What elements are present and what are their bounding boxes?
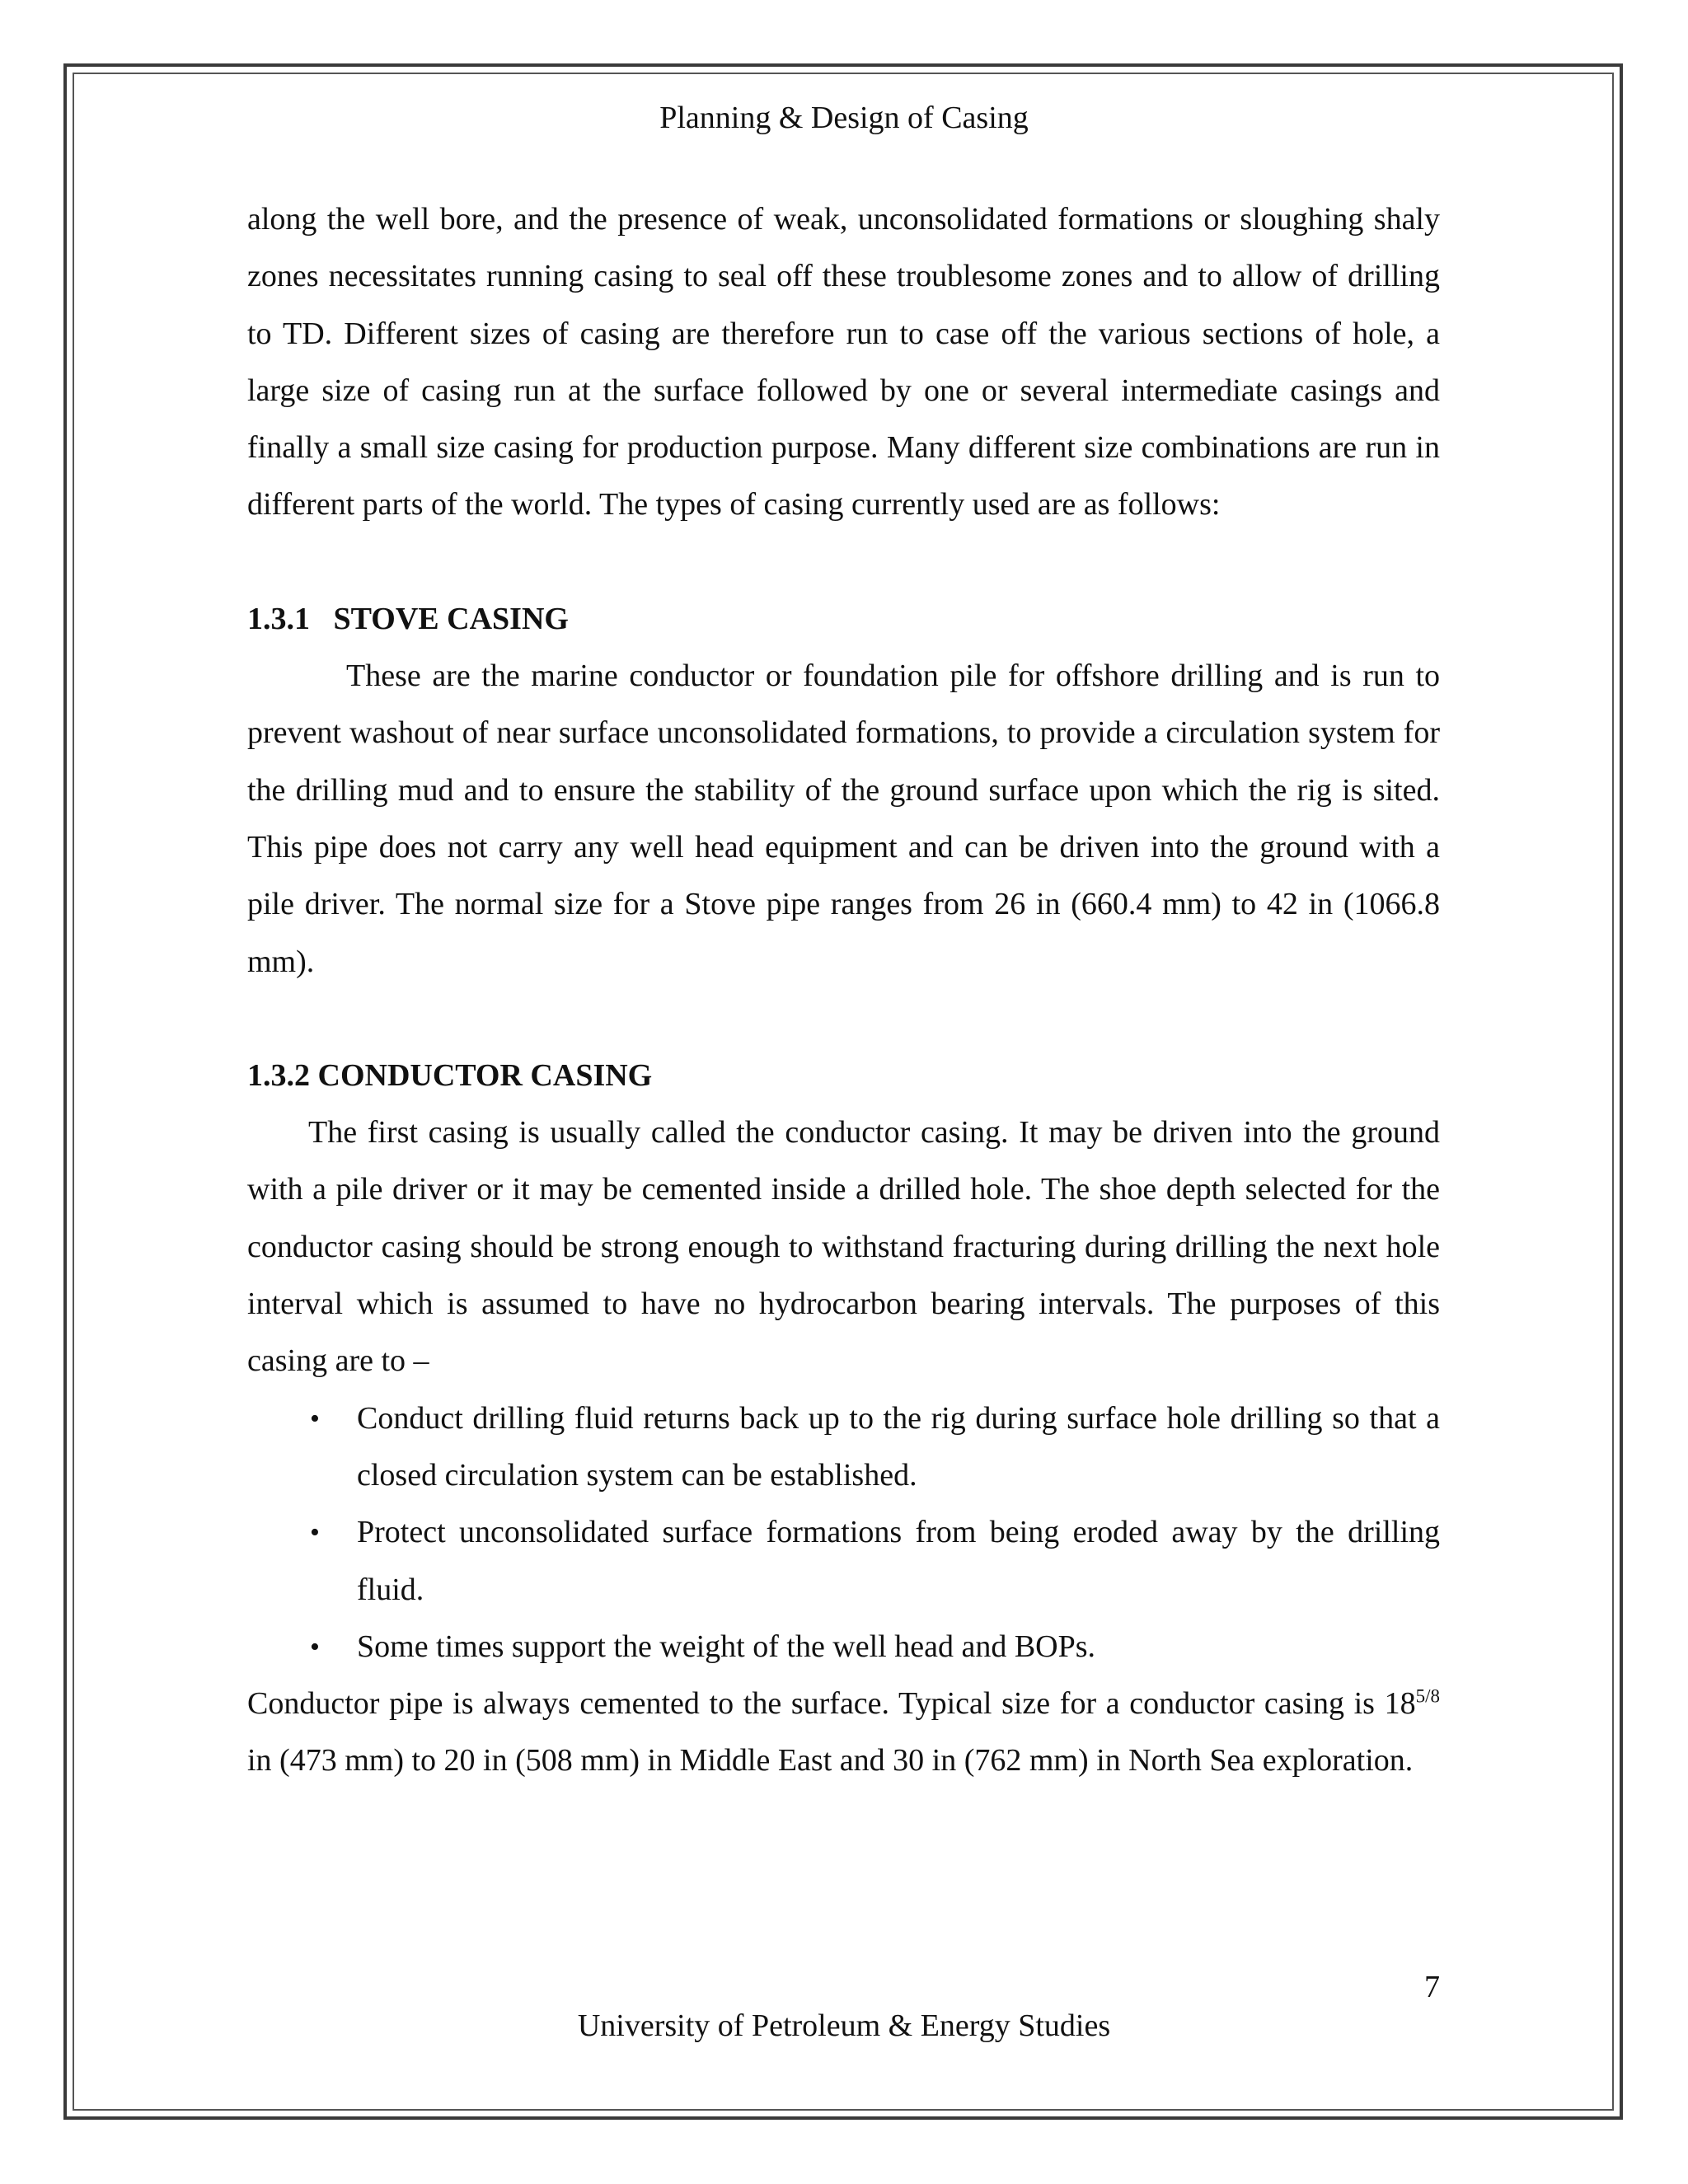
section-heading-stove-casing: 1.3.1 STOVE CASING [247, 601, 569, 636]
list-item [247, 1619, 1440, 1675]
closing-size-fraction: 5/8 [1415, 1685, 1441, 1707]
purposes-list [247, 1390, 1440, 1675]
bullet-icon: • [310, 1631, 320, 1662]
conductor-casing-paragraph: The first casing is usually called the conductor casing. It may be driven into the ground with a pile driver or it may be cemented inside a drilled hole. The shoe depth selected for the conductor casing should be strong enough to withstand fracturing during drilling the next hole interval which is assumed to have no hydrocarbon bearing intervals. The purposes of this casing are to – [247, 1115, 1440, 1379]
intro-paragraph: along the well bore, and the presence of weak, unconsolidated formations or sloughing shaly zones necessitates running casing to seal off these troublesome zones and to allow of drilling to TD. Different sizes of casing are therefore run to case off the various sections of hole, a large size of casing run at the surface followed by one or several intermediate casings and finally a small size casing for production purpose. Many different size combinations are run in different parts of the world. The types of casing currently used are as follows: [247, 202, 1440, 523]
bullet-icon: • [310, 1403, 320, 1434]
section-heading-conductor-casing: 1.3.2 CONDUCTOR CASING [247, 1057, 653, 1093]
bullet-icon: • [310, 1517, 320, 1549]
running-header: Planning & Design of Casing [659, 101, 1029, 135]
closing-line-1: Conductor pipe is always cemented to the surface. Typical size for a conductor casing is [247, 1686, 1375, 1722]
list-item-text: Conduct drilling fluid returns back up to the rig during surface hole drilling so that a closed circulation system can be established. [357, 1400, 1440, 1493]
list-item-text: Protect unconsolidated surface formations from being eroded away by the drilling fluid. [357, 1515, 1440, 1607]
list-item-text: Some times support the weight of the well head and BOPs. [357, 1629, 1096, 1664]
closing-line-2: in (473 mm) to 20 in (508 mm) in Middle East and 30 in (762 mm) in North Sea exploration. [247, 1743, 1414, 1779]
conductor-size-paragraph [247, 1675, 1440, 1790]
closing-size-base: 18 [1384, 1686, 1416, 1722]
spacer [247, 991, 1440, 1047]
stove-casing-paragraph: These are the marine conductor or foundation pile for offshore drilling and is run to prevent washout of near surface unconsolidated formations, to provide a circulation system for the drilling mud and to ensure the stability of the ground surface upon which the rig is sited. This pipe does not carry any well head equipment and can be driven into the ground with a pile driver. The normal size for a Stove pipe ranges from 26 in (660.4 mm) to 42 in (1066.8 mm). [247, 658, 1440, 979]
page-number: 7 [1424, 1970, 1440, 2004]
list-item [247, 1390, 1440, 1505]
list-item [247, 1504, 1440, 1619]
spacer [247, 534, 1440, 591]
running-footer: University of Petroleum & Energy Studies [577, 2008, 1111, 2043]
page-body [247, 191, 1440, 1790]
